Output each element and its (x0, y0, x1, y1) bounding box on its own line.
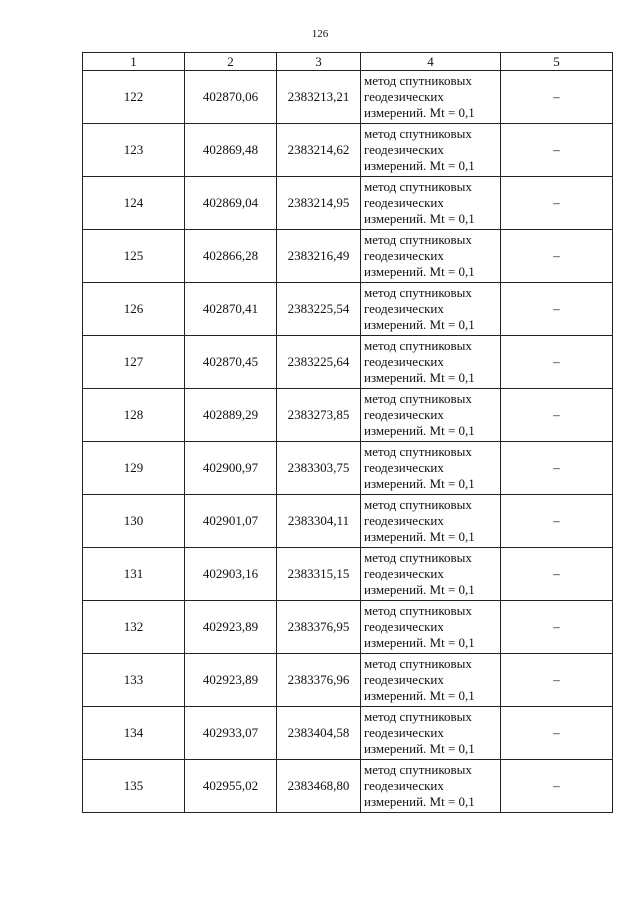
note-cell: – (501, 654, 613, 707)
note-cell: – (501, 495, 613, 548)
x-coordinate-cell: 402866,28 (185, 230, 277, 283)
point-number-cell: 135 (83, 760, 185, 813)
method-line: измерений. Mt = 0,1 (364, 211, 475, 226)
column-header-5: 5 (501, 53, 613, 71)
table-body (83, 71, 613, 813)
method-line: геодезических (364, 301, 444, 316)
column-header-3: 3 (277, 53, 361, 71)
method-line: геодезических (364, 407, 444, 422)
method-line: геодезических (364, 248, 444, 263)
method-cell (361, 654, 501, 707)
x-coordinate-cell: 402870,45 (185, 336, 277, 389)
method-line: геодезических (364, 725, 444, 740)
method-line: метод спутниковых (364, 338, 472, 353)
x-coordinate-cell: 402923,89 (185, 654, 277, 707)
point-number-cell: 130 (83, 495, 185, 548)
method-line: метод спутниковых (364, 497, 472, 512)
table-row (83, 283, 613, 336)
table-row (83, 336, 613, 389)
x-coordinate-cell: 402869,48 (185, 124, 277, 177)
method-line: метод спутниковых (364, 762, 472, 777)
method-line: измерений. Mt = 0,1 (364, 423, 475, 438)
note-cell: – (501, 707, 613, 760)
method-cell (361, 71, 501, 124)
y-coordinate-cell: 2383315,15 (277, 548, 361, 601)
method-line: геодезических (364, 142, 444, 157)
method-line: метод спутниковых (364, 391, 472, 406)
note-cell: – (501, 124, 613, 177)
point-number-cell: 126 (83, 283, 185, 336)
method-cell (361, 707, 501, 760)
method-line: метод спутниковых (364, 73, 472, 88)
y-coordinate-cell: 2383376,96 (277, 654, 361, 707)
x-coordinate-cell: 402903,16 (185, 548, 277, 601)
method-cell (361, 601, 501, 654)
x-coordinate-cell: 402889,29 (185, 389, 277, 442)
y-coordinate-cell: 2383214,62 (277, 124, 361, 177)
table-row (83, 442, 613, 495)
note-cell: – (501, 548, 613, 601)
y-coordinate-cell: 2383273,85 (277, 389, 361, 442)
method-line: геодезических (364, 354, 444, 369)
method-cell (361, 495, 501, 548)
method-line: измерений. Mt = 0,1 (364, 635, 475, 650)
point-number-cell: 133 (83, 654, 185, 707)
method-line: геодезических (364, 619, 444, 634)
method-line: метод спутниковых (364, 444, 472, 459)
method-cell (361, 336, 501, 389)
table-row (83, 71, 613, 124)
method-line: геодезических (364, 460, 444, 475)
method-line: геодезических (364, 566, 444, 581)
point-number-cell: 123 (83, 124, 185, 177)
table-row (83, 177, 613, 230)
table-row (83, 124, 613, 177)
x-coordinate-cell: 402955,02 (185, 760, 277, 813)
y-coordinate-cell: 2383225,64 (277, 336, 361, 389)
x-coordinate-cell: 402923,89 (185, 601, 277, 654)
method-line: измерений. Mt = 0,1 (364, 582, 475, 597)
column-header-4: 4 (361, 53, 501, 71)
method-cell (361, 548, 501, 601)
note-cell: – (501, 442, 613, 495)
y-coordinate-cell: 2383304,11 (277, 495, 361, 548)
y-coordinate-cell: 2383404,58 (277, 707, 361, 760)
table-row (83, 760, 613, 813)
method-line: измерений. Mt = 0,1 (364, 158, 475, 173)
method-line: метод спутниковых (364, 656, 472, 671)
y-coordinate-cell: 2383216,49 (277, 230, 361, 283)
method-line: измерений. Mt = 0,1 (364, 529, 475, 544)
method-cell (361, 230, 501, 283)
point-number-cell: 122 (83, 71, 185, 124)
y-coordinate-cell: 2383468,80 (277, 760, 361, 813)
point-number-cell: 127 (83, 336, 185, 389)
method-line: измерений. Mt = 0,1 (364, 105, 475, 120)
point-number-cell: 132 (83, 601, 185, 654)
x-coordinate-cell: 402933,07 (185, 707, 277, 760)
y-coordinate-cell: 2383225,54 (277, 283, 361, 336)
header-row (83, 53, 613, 71)
coordinates-table (82, 52, 613, 813)
method-line: метод спутниковых (364, 126, 472, 141)
y-coordinate-cell: 2383214,95 (277, 177, 361, 230)
note-cell: – (501, 177, 613, 230)
table-row (83, 707, 613, 760)
x-coordinate-cell: 402901,07 (185, 495, 277, 548)
x-coordinate-cell: 402869,04 (185, 177, 277, 230)
table-row (83, 654, 613, 707)
table-row (83, 230, 613, 283)
note-cell: – (501, 389, 613, 442)
method-line: измерений. Mt = 0,1 (364, 688, 475, 703)
note-cell: – (501, 230, 613, 283)
point-number-cell: 125 (83, 230, 185, 283)
note-cell: – (501, 71, 613, 124)
method-cell (361, 124, 501, 177)
method-line: измерений. Mt = 0,1 (364, 741, 475, 756)
method-line: метод спутниковых (364, 232, 472, 247)
method-line: измерений. Mt = 0,1 (364, 317, 475, 332)
point-number-cell: 131 (83, 548, 185, 601)
point-number-cell: 128 (83, 389, 185, 442)
point-number-cell: 129 (83, 442, 185, 495)
method-line: геодезических (364, 778, 444, 793)
method-line: метод спутниковых (364, 550, 472, 565)
y-coordinate-cell: 2383376,95 (277, 601, 361, 654)
table-row (83, 548, 613, 601)
method-cell (361, 760, 501, 813)
x-coordinate-cell: 402900,97 (185, 442, 277, 495)
method-line: измерений. Mt = 0,1 (364, 370, 475, 385)
method-line: измерений. Mt = 0,1 (364, 794, 475, 809)
method-cell (361, 389, 501, 442)
method-line: геодезических (364, 89, 444, 104)
page-number: 126 (311, 28, 329, 40)
method-line: метод спутниковых (364, 179, 472, 194)
method-cell (361, 283, 501, 336)
method-cell (361, 442, 501, 495)
column-header-2: 2 (185, 53, 277, 71)
x-coordinate-cell: 402870,06 (185, 71, 277, 124)
method-cell (361, 177, 501, 230)
y-coordinate-cell: 2383303,75 (277, 442, 361, 495)
method-line: измерений. Mt = 0,1 (364, 476, 475, 491)
method-line: метод спутниковых (364, 603, 472, 618)
note-cell: – (501, 336, 613, 389)
method-line: измерений. Mt = 0,1 (364, 264, 475, 279)
note-cell: – (501, 283, 613, 336)
note-cell: – (501, 601, 613, 654)
point-number-cell: 124 (83, 177, 185, 230)
method-line: геодезических (364, 672, 444, 687)
note-cell: – (501, 760, 613, 813)
x-coordinate-cell: 402870,41 (185, 283, 277, 336)
table-row (83, 389, 613, 442)
method-line: метод спутниковых (364, 285, 472, 300)
method-line: геодезических (364, 513, 444, 528)
method-line: метод спутниковых (364, 709, 472, 724)
table-row (83, 495, 613, 548)
point-number-cell: 134 (83, 707, 185, 760)
method-line: геодезических (364, 195, 444, 210)
y-coordinate-cell: 2383213,21 (277, 71, 361, 124)
column-header-1: 1 (83, 53, 185, 71)
table-row (83, 601, 613, 654)
